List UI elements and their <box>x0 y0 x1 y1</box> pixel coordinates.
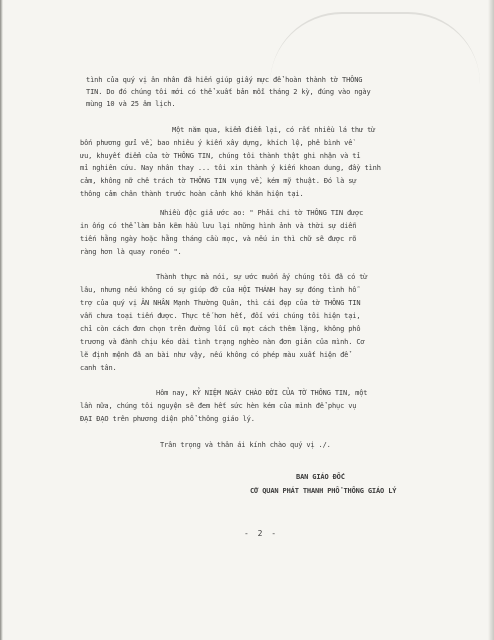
text-line: mùng 10 và 25 âm lịch. <box>86 100 176 108</box>
signature-line-2: CƠ QUAN PHÁT THANH PHỔ THÔNG GIÁO LÝ <box>250 487 397 495</box>
text-line: trợ của quý vị ÂN NHÂN Mạnh Thường Quân, thì cái đẹp của tờ THÔNG TIN <box>80 299 361 307</box>
text-line: TIN. Do đó chúng tôi mới có thể xuất bản mỗi tháng 2 kỳ, đúng vào ngày <box>86 88 371 96</box>
bleed-through-mark <box>270 12 480 84</box>
page-number: - 2 - <box>244 529 279 538</box>
text-line: chỉ còn cách đơn chọn trên đường lối cũ mọt cách thêm lặng, không phô <box>80 325 361 333</box>
text-line: bốn phương gửi về, bao nhiêu ý kiến xây dựng, khích lệ, phê bình về <box>80 139 353 147</box>
text-line: in ống có thể làm bản kẽm hầu lưu lại những hình ảnh và thời sự diễn <box>80 222 357 230</box>
text-line: tình của quý vị ân nhân đã hiến giúp giấy mực để hoàn thành tờ THÔNG <box>86 76 363 84</box>
text-line: ràng hơn là quay ronéo ". <box>80 248 182 256</box>
text-line: Một năm qua, kiểm điểm lại, có rất nhiều lá thư từ <box>172 126 376 134</box>
text-line: lâu, nhưng nếu không có sự giúp đỡ của HỘI THÁNH hay sự đóng tình hỗ <box>80 286 357 294</box>
text-line: ưu, khuyết điểm của tờ THÔNG TIN, chúng tôi thành thật ghi nhận và tỉ <box>80 152 361 160</box>
text-line: Thành thực mà nói, sự ước muốn ấy chúng tôi đã có từ <box>156 273 368 281</box>
scan-edge-shadow-right <box>488 0 494 640</box>
text-line: cảm, không nỡ chê trách tờ THÔNG TIN vụng về, kém mỹ thuật. Đó là sự <box>80 177 357 185</box>
text-line: Hôm nay, KỶ NIỆM NGÀY CHÀO ĐỜI CỦA TỜ THÔNG TIN, một <box>156 389 368 397</box>
text-line: trương và đành chịu kéo dài tình trạng nghèo nàn đơn giản của mình. Cơ <box>80 338 365 346</box>
text-line: tiến hằng ngày hoặc hằng tháng cầu mọc, và nếu in thì chữ sẽ được rõ <box>80 235 357 243</box>
text-line: lần nữa, chúng tôi nguyện sẽ đem hết sức hèn kém của mình để phục vụ <box>80 402 357 410</box>
text-line: lẽ định mệnh đã an bài như vậy, nếu không có phép màu xuất hiện để <box>80 351 349 359</box>
text-line: Nhiều độc giả ước ao: " Phải chi tờ THÔNG TIN được <box>160 209 364 217</box>
scan-edge-shadow <box>0 0 3 640</box>
closing-line: Trân trọng và thân ái kính chào quý vị ./. <box>160 441 331 449</box>
text-line: mỉ nghiên cứu. Nay nhân thay ... tôi xin thành ý kiến khoan dung, đầy tình <box>80 164 381 172</box>
text-line: canh tân. <box>80 364 117 372</box>
signature-line-1: BAN GIÁO ĐỐC <box>296 473 345 481</box>
text-line: ĐẠI ĐẠO trên phương diện phổ thông giáo lý. <box>80 415 255 423</box>
text-line: thông cảm chân thành trước hoàn cảnh khó khăn hiện tại. <box>80 190 304 198</box>
text-line: vẫn chưa toại tiến được. Thực tế hơn hết, đối với chúng tôi hiện tại, <box>80 312 361 320</box>
